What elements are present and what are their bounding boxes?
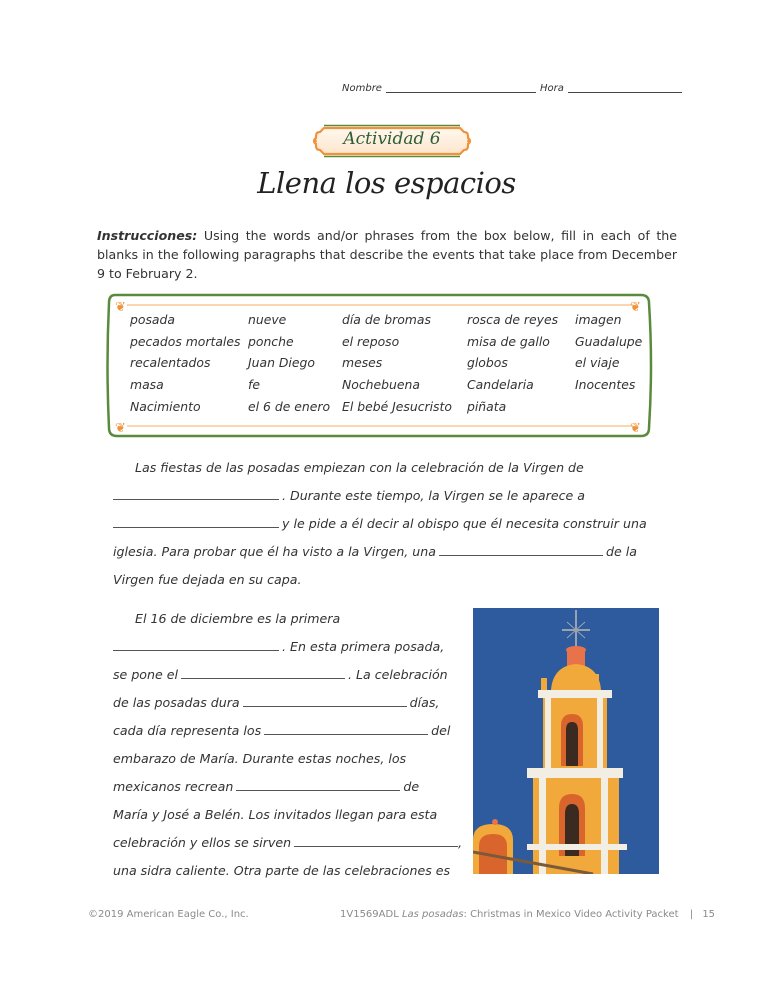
text: María y José a Belén. Los invitados llegan para esta: [113, 807, 438, 822]
paragraph-line: [113, 689, 462, 717]
instructions: [97, 226, 677, 283]
word-bank-item: masa: [130, 377, 164, 392]
word-bank-item: globos: [467, 355, 508, 370]
svg-text:❦: ❦: [115, 421, 126, 436]
word-bank-item: Juan Diego: [248, 355, 315, 370]
blank-field[interactable]: [113, 487, 279, 500]
paragraph-line: [113, 661, 462, 689]
blank-field[interactable]: [113, 515, 279, 528]
word-bank-item: rosca de reyes: [467, 312, 559, 327]
blank-field[interactable]: [439, 543, 603, 556]
text: Las fiestas de las posadas empiezan con la celebración de la Virgen de: [135, 460, 584, 475]
activity-label: Actividad 6: [343, 129, 441, 149]
word-bank-item: posada: [130, 312, 175, 327]
name-label: Nombre: [342, 83, 382, 94]
text: días,: [409, 695, 440, 710]
name-hour-row: [342, 82, 686, 94]
paragraph-line: [113, 482, 647, 510]
footer-packet-title: [340, 909, 715, 920]
paragraph-line: [113, 801, 462, 829]
instructions-text: Using the words and/or phrases from the box below, fill in each of the blanks in the following paragraphs that describe the events that take place from December 9 to February 2.: [97, 228, 677, 281]
word-bank-item: el viaje: [575, 355, 620, 370]
hour-label: Hora: [539, 83, 564, 94]
text: . En esta primera posada,: [282, 639, 445, 654]
blank-field[interactable]: [113, 638, 279, 651]
blank-field[interactable]: [264, 722, 428, 735]
word-bank-item: Guadalupe: [575, 334, 643, 349]
word-bank-item: ponche: [248, 334, 294, 349]
word-bank-item: fe: [248, 377, 260, 392]
page-title: Llena los espacios: [257, 166, 516, 200]
bell-tower-photo: [473, 608, 659, 874]
word-bank-item: el reposo: [342, 334, 400, 349]
word-bank-item: Inocentes: [575, 377, 636, 392]
text: del: [431, 723, 451, 738]
text: una sidra caliente. Otra parte de las celebraciones es: [113, 863, 451, 878]
word-bank-item: recalentados: [130, 355, 211, 370]
instructions-label: Instrucciones:: [97, 228, 198, 243]
word-bank-item: Candelaria: [467, 377, 534, 392]
word-bank-item: Nacimiento: [130, 399, 201, 414]
text: se pone el: [113, 667, 178, 682]
word-bank-item: piñata: [467, 399, 507, 414]
text: cada día representa los: [113, 723, 262, 738]
footer-copyright: ©2019 American Eagle Co., Inc.: [88, 909, 249, 920]
blank-field[interactable]: [294, 834, 458, 847]
blank-field[interactable]: [236, 778, 400, 791]
paragraph-line: [113, 773, 462, 801]
text: de: [403, 779, 420, 794]
word-bank-item: meses: [342, 355, 383, 370]
word-bank-item: pecados mortales: [130, 334, 241, 349]
paragraph-line: [113, 717, 462, 745]
page-number: 15: [702, 909, 716, 920]
name-field[interactable]: [386, 82, 536, 93]
text: ,: [458, 835, 463, 850]
svg-text:❦: ❦: [630, 300, 641, 315]
paragraph-2: [113, 605, 462, 885]
paragraph-line: [113, 829, 462, 857]
text: iglesia. Para probar que él ha visto a la Virgen, una: [113, 544, 436, 559]
word-bank-item: El bebé Jesucristo: [342, 399, 452, 414]
church-tower-icon: [473, 608, 659, 874]
word-bank-item: día de bromas: [342, 312, 431, 327]
paragraph-line: [113, 605, 462, 633]
word-bank-item: imagen: [575, 312, 622, 327]
paragraph-1: [113, 454, 647, 594]
text: mexicanos recrean: [113, 779, 234, 794]
word-bank-item: Nochebuena: [342, 377, 420, 392]
word-bank-item: misa de gallo: [467, 334, 550, 349]
activity-banner: [312, 124, 472, 158]
text: de las posadas dura: [113, 695, 240, 710]
paragraph-line: [113, 745, 462, 773]
hour-field[interactable]: [568, 82, 682, 93]
footer-code: 1V1569ADL: [340, 909, 399, 920]
paragraph-line: [113, 454, 647, 482]
blank-field[interactable]: [243, 694, 407, 707]
paragraph-line: [113, 857, 462, 885]
text: Virgen fue dejada en su capa.: [113, 572, 302, 587]
footer-separator: |: [689, 909, 694, 920]
text: celebración y ellos se sirven: [113, 835, 292, 850]
svg-text:❦: ❦: [115, 300, 126, 315]
paragraph-line: [113, 538, 647, 566]
paragraph-line: [113, 566, 647, 594]
text: . Durante este tiempo, la Virgen se le aparece a: [282, 488, 585, 503]
footer-title-italic: Las posadas: [401, 909, 464, 920]
blank-field[interactable]: [181, 666, 345, 679]
paragraph-line: [113, 633, 462, 661]
footer-title-rest: : Christmas in Mexico Video Activity Packet: [463, 909, 679, 920]
paragraph-line: [113, 510, 647, 538]
text: y le pide a él decir al obispo que él necesita construir una: [282, 516, 647, 531]
text: embarazo de María. Durante estas noches, los: [113, 751, 407, 766]
word-bank-item: nueve: [248, 312, 287, 327]
word-bank-item: el 6 de enero: [248, 399, 331, 414]
svg-text:❦: ❦: [630, 421, 641, 436]
text: de la: [606, 544, 637, 559]
text: El 16 de diciembre es la primera: [135, 611, 341, 626]
text: . La celebración: [348, 667, 448, 682]
